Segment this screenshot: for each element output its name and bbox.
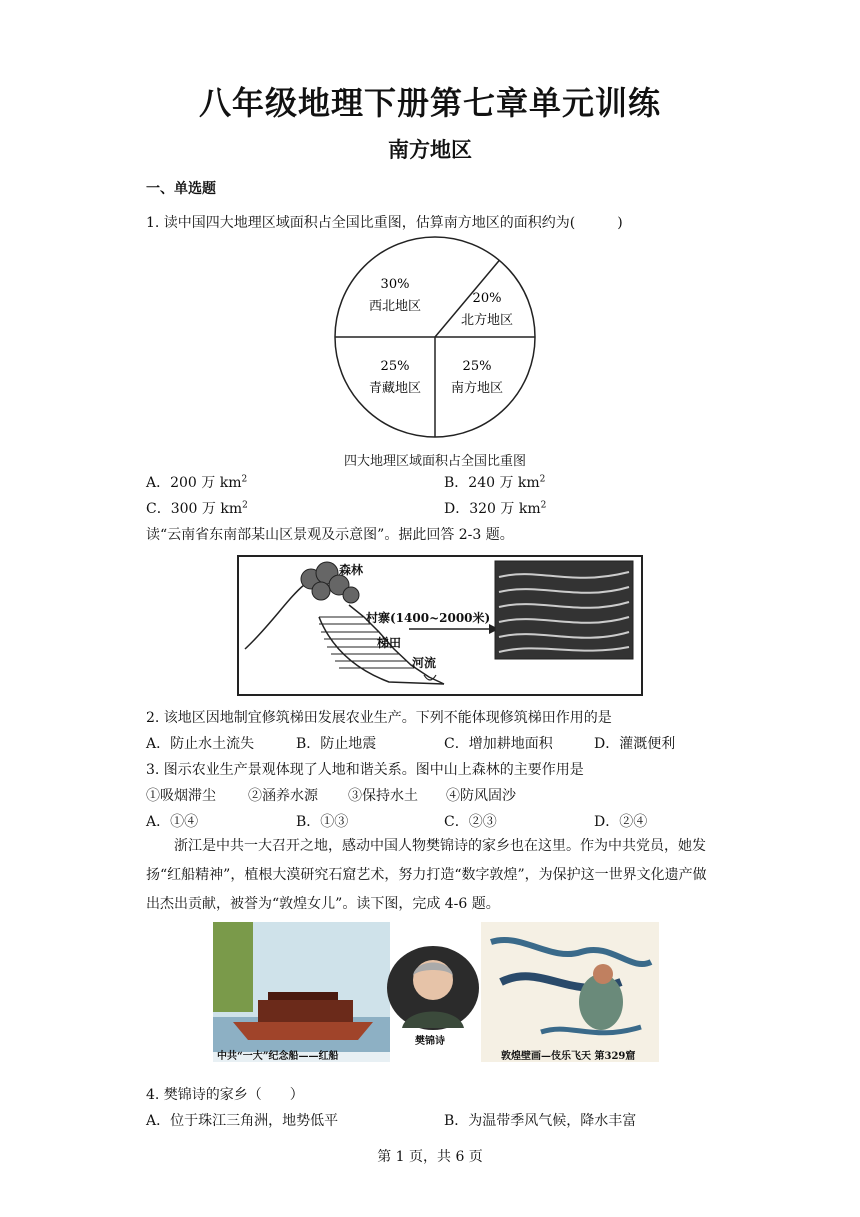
mural-caption: 敦煌壁画—伎乐飞天 第329窟	[501, 1051, 636, 1062]
terrace-diagram	[237, 555, 643, 696]
red-boat-photo	[213, 922, 390, 1062]
q3-item-1: ①吸烟滞尘	[146, 788, 216, 804]
q1-option-a[interactable]	[146, 472, 247, 492]
passage-4-6: 浙江是中共一大召开之地，感动中国人物樊锦诗的家乡也在这里。作为中共党员，她发扬“红船精神”，植根大漠研究石窟艺术，努力打造“数字敦煌”，为保护这一世界文化遗产做出杰出贡献，被誉为“敦煌女儿”。读下图，完成 4-6 题。	[146, 838, 707, 912]
dunhuang-mural-photo	[481, 922, 659, 1062]
question-1-stem: 1. 读中国四大地理区域面积占全国比重图，估算南方地区的面积约为( )	[146, 215, 623, 231]
fan-jinshi-portrait	[387, 946, 479, 1031]
page-title: 八年级地理下册第七章单元训练	[198, 84, 661, 122]
q3-item-3: ③保持水土	[348, 788, 418, 804]
label-forest: 森林	[339, 563, 364, 577]
q2-option-b[interactable]: B．防止地震	[296, 736, 377, 752]
section-heading: 一、单选题	[146, 181, 216, 197]
pie-value-label: 30%	[380, 277, 410, 292]
q2-option-a[interactable]: A．防止水土流失	[146, 736, 255, 752]
q1-option-b-sup: 2	[539, 474, 546, 485]
pie-category-label: 西北地区	[368, 299, 422, 314]
pie-category-label: 青藏地区	[368, 381, 422, 396]
q2-option-c[interactable]: C．增加耕地面积	[444, 736, 553, 752]
q1-option-b-text: B．240 万 km	[444, 475, 540, 491]
q2-option-d[interactable]: D．灌溉便利	[594, 736, 676, 752]
q3-option-b[interactable]: B．①③	[296, 814, 349, 830]
page-subtitle: 南方地区	[388, 137, 472, 162]
q1-option-a-sup: 2	[241, 474, 248, 485]
q1-option-c-text: C．300 万 km	[146, 501, 243, 517]
pie-category-label: 南方地区	[450, 381, 504, 396]
question-2-stem: 2. 该地区因地制宜修筑梯田发展农业生产。下列不能体现修筑梯田作用的是	[146, 710, 612, 726]
q1-option-c-sup: 2	[242, 500, 248, 511]
q1-option-d[interactable]	[444, 498, 546, 518]
dunhuang-mural-art	[481, 922, 659, 1062]
fan-jinshi-photo	[387, 946, 479, 1047]
question-3-stem: 3. 图示农业生产景观体现了人地和谐关系。图中山上森林的主要作用是	[146, 762, 584, 778]
person-caption: 樊锦诗	[415, 1036, 445, 1047]
page-footer: 第 1 页，共 6 页	[377, 1149, 483, 1165]
pie-value-label: 20%	[472, 291, 502, 306]
question-4-stem: 4. 樊锦诗的家乡（ ）	[146, 1087, 304, 1103]
q4-option-b[interactable]: B．为温带季风气候，降水丰富	[444, 1113, 637, 1129]
label-village: 村寨(1400~2000米)	[366, 611, 491, 625]
q3-option-a[interactable]: A．①④	[146, 814, 199, 830]
pie-value-label: 25%	[462, 359, 492, 374]
boat-caption: 中共“一大”纪念船——红船	[217, 1051, 339, 1062]
q4-option-a[interactable]: A．位于珠江三角洲，地势低平	[146, 1113, 339, 1129]
q1-option-c[interactable]	[146, 498, 248, 518]
label-river: 河流	[412, 656, 437, 670]
q1-option-d-text: D．320 万 km	[444, 501, 541, 517]
q1-option-a-text: A．200 万 km	[146, 475, 242, 491]
q3-item-2: ②涵养水源	[248, 788, 318, 804]
intro-2-3: 读“云南省东南部某山区景观及示意图”。据此回答 2-3 题。	[146, 527, 514, 543]
q3-option-c[interactable]: C．②③	[444, 814, 497, 830]
q1-option-b[interactable]	[444, 472, 545, 492]
area-pie-chart	[325, 234, 555, 474]
pie-slices	[335, 237, 535, 437]
label-terrace: 梯田	[377, 636, 402, 650]
q1-option-d-sup: 2	[540, 500, 547, 511]
q3-item-4: ④防风固沙	[446, 788, 516, 804]
pie-category-label: 北方地区	[460, 313, 514, 328]
pie-caption: 四大地理区域面积占全国比重图	[343, 454, 526, 469]
q3-option-d[interactable]: D．②④	[594, 814, 648, 830]
pie-value-label: 25%	[380, 359, 410, 374]
red-boat-art	[213, 922, 390, 1062]
